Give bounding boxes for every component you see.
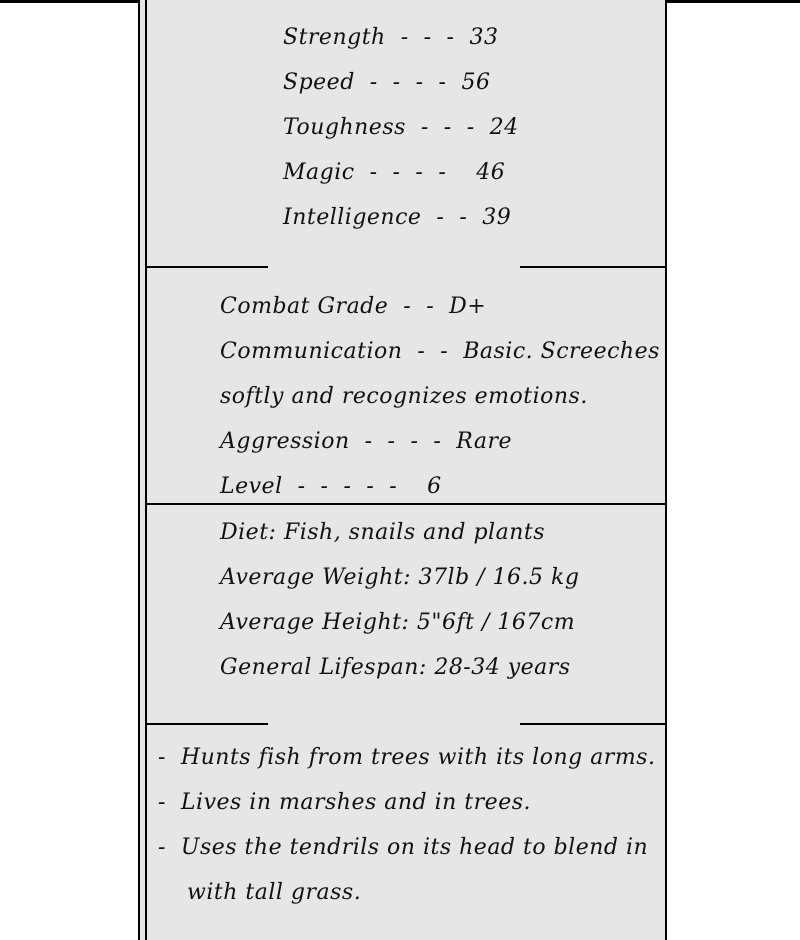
general-lifespan: General Lifespan: 28-34 years <box>220 655 571 680</box>
divider-left-1 <box>147 266 268 268</box>
stat-speed: Speed - - - - 56 <box>283 70 491 95</box>
divider-right-1 <box>520 266 666 268</box>
note-camouflage-cont: with tall grass. <box>187 880 362 905</box>
stat-magic: Magic - - - - 46 <box>283 160 506 185</box>
level: Level - - - - - 6 <box>220 474 442 499</box>
communication-line-2: softly and recognizes emotions. <box>220 384 588 409</box>
communication-line-1: Communication - - Basic. Screeches <box>220 339 660 364</box>
note-camouflage: - Uses the tendrils on its head to blend in <box>158 835 649 860</box>
average-weight: Average Weight: 37lb / 16.5 kg <box>220 565 580 590</box>
average-height: Average Height: 5"6ft / 167cm <box>220 610 576 635</box>
diet: Diet: Fish, snails and plants <box>220 520 546 545</box>
aggression: Aggression - - - - Rare <box>220 429 513 454</box>
divider-left-3 <box>147 723 268 725</box>
note-habitat: - Lives in marshes and in trees. <box>158 790 531 815</box>
note-hunting: - Hunts fish from trees with its long arms. <box>158 745 656 770</box>
combat-grade: Combat Grade - - D+ <box>220 294 487 319</box>
stat-toughness: Toughness - - - 24 <box>283 115 519 140</box>
stat-intelligence: Intelligence - - 39 <box>283 205 512 230</box>
panel-inner-border <box>145 0 147 940</box>
divider-right-3 <box>520 723 666 725</box>
divider-2 <box>147 503 666 505</box>
stat-strength: Strength - - - 33 <box>283 25 499 50</box>
